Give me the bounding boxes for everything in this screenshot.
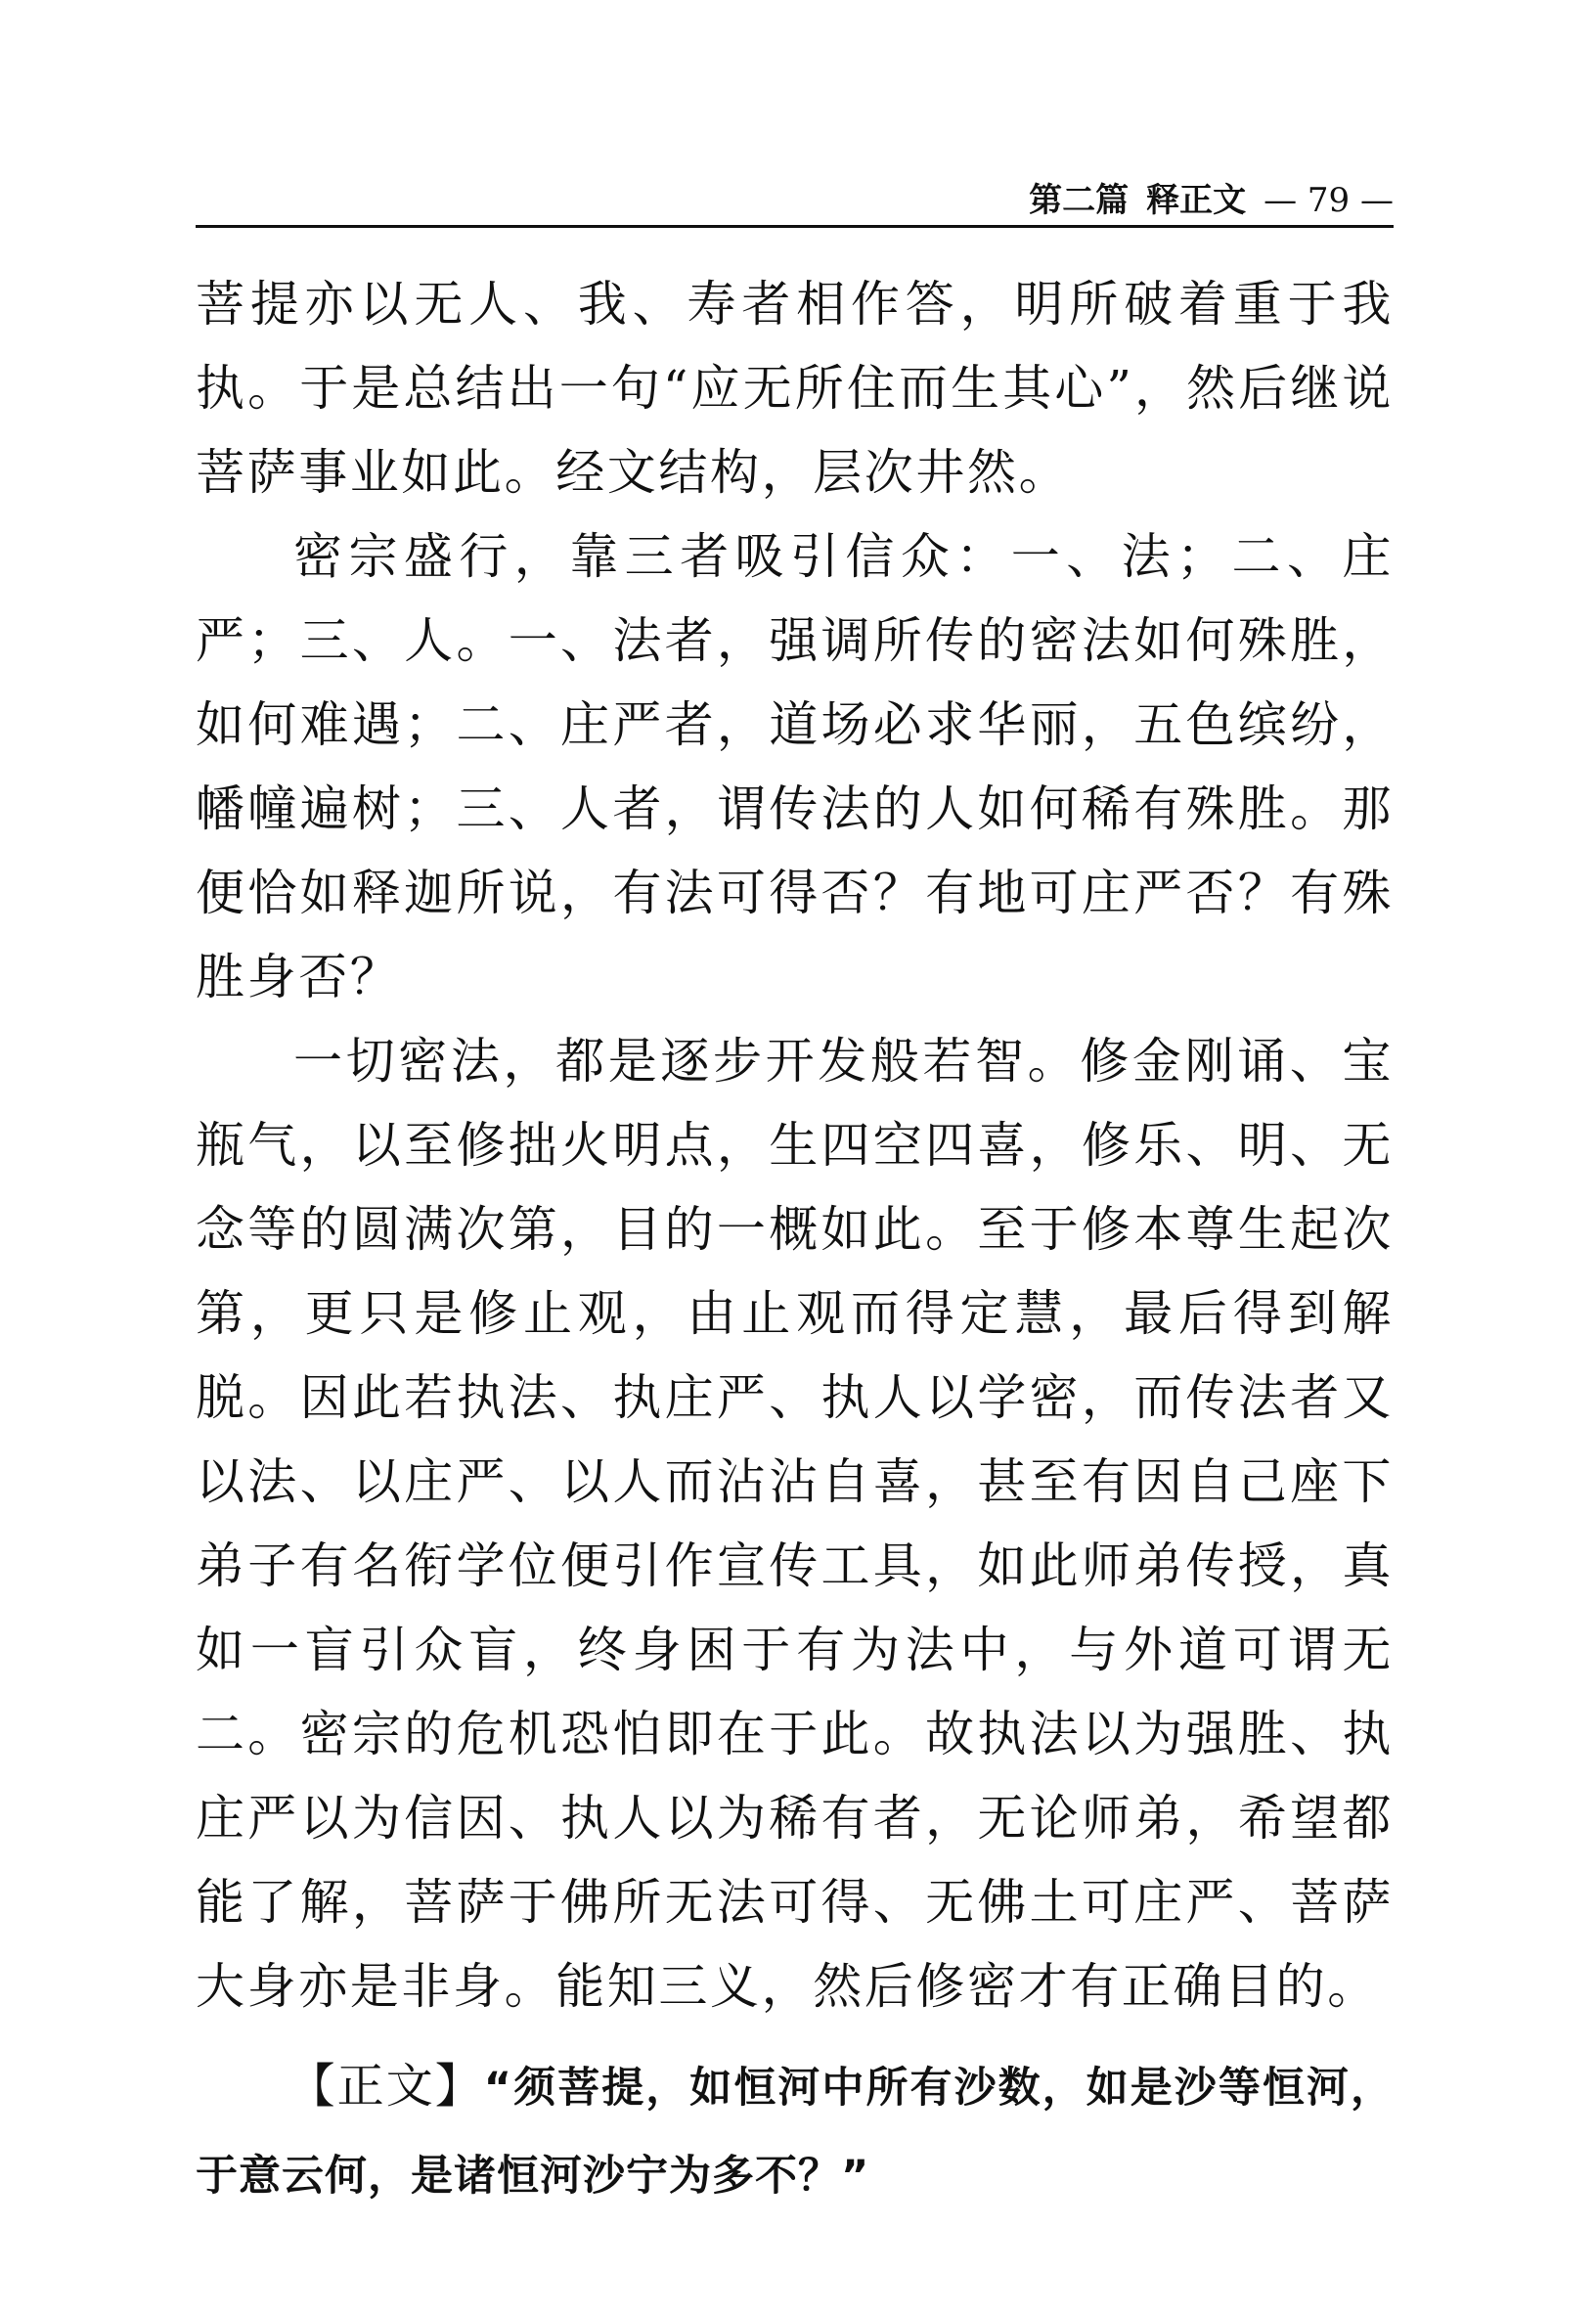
commentary-body: [196, 262, 1394, 2028]
running-header: [196, 176, 1394, 228]
page-number: — 79 —: [1264, 181, 1394, 220]
paragraph-continued: 菩提亦以无人、我、寿者相作答，明所破着重于我执。于是总结出一句“应无所住而生其心”，然后继说菩萨事业如此。经文结构，层次井然。: [196, 276, 1394, 501]
paragraph-esoteric-appeal: 密宗盛行，靠三者吸引信众：一、法；二、庄严；三、人。一、法者，强调所传的密法如何殊胜，如何难遇；二、庄严者，道场必求华丽，五色缤纷，幡幢遍树；三、人者，谓传法的人如何稀有殊胜。那便恰如释迦所说，有法可得否？有地可庄严否？有殊胜身否？: [196, 528, 1394, 1005]
paragraph-esoteric-practice: 一切密法，都是逐步开发般若智。修金刚诵、宝瓶气，以至修拙火明点，生四空四喜，修乐、明、无念等的圆满次第，目的一概如此。至于修本尊生起次第，更只是修止观，由止观而得定慧，最后得到解脱。因此若执法、执庄严、执人以学密，而传法者又以法、以庄严、以人而沾沾自喜，甚至有因自己座下弟子有名衔学位便引作宣传工具，如此师弟传授，真如一盲引众盲，终身困于有为法中，与外道可谓无二。密宗的危机恐怕即在于此。故执法以为强胜、执庄严以为信因、执人以为稀有者，无论师弟，希望都能了解，菩萨于佛所无法可得、无佛土可庄严、菩萨大身亦是非身。能知三义，然后修密才有正确目的。: [196, 1033, 1394, 2015]
main-text-label: 【正文】: [288, 2059, 484, 2114]
scripture-main-text: [196, 2042, 1394, 2220]
main-text-content: “须菩提，如恒河中所有沙数，如是沙等恒河，于意云何，是诸恒河沙宁为多不？”: [196, 2064, 1394, 2201]
header-title: 释正文: [1146, 181, 1247, 220]
header-section: 第二篇: [1029, 181, 1130, 220]
